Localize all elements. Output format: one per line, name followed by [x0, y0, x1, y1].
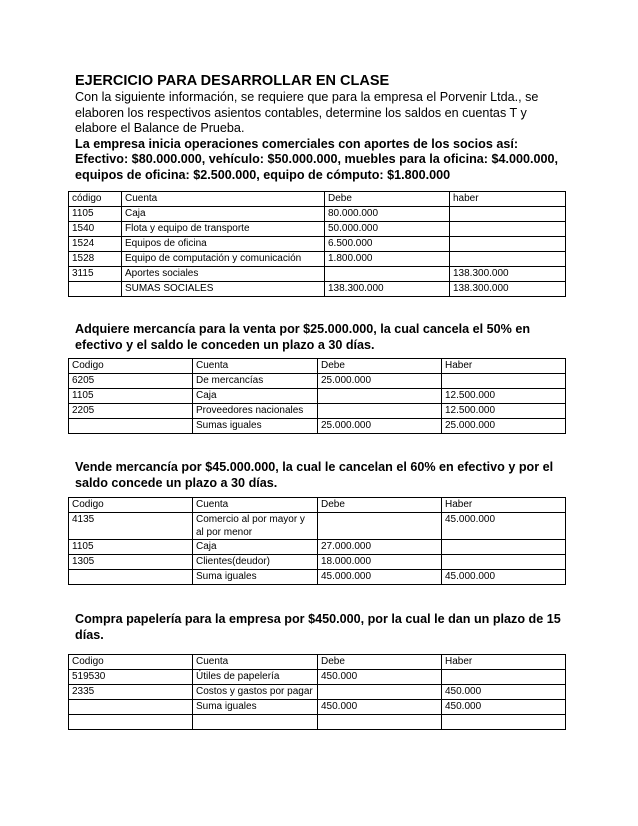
intro-bold-text: La empresa inicia operaciones comerciales con aportes de los socios así: Efectivo: $80.000.000, vehículo: $50.000.000, muebles para la oficina: $4.000.000, equipos de oficina: $2.500.000, equipo de cómputo: $1.800.000	[75, 136, 559, 182]
table-cell: 25.000.000	[318, 419, 442, 434]
table-cell: 1540	[69, 222, 122, 237]
table-cell: 80.000.000	[325, 207, 450, 222]
table-cell: 6205	[69, 374, 193, 389]
table-cell: 1524	[69, 237, 122, 252]
table-cell	[325, 267, 450, 282]
table-cell: 18.000.000	[318, 555, 442, 570]
table-cell: 138.300.000	[450, 282, 566, 297]
table-cell	[318, 685, 442, 700]
table-cell	[450, 222, 566, 237]
table-row	[69, 540, 566, 555]
table-row	[69, 267, 566, 282]
table-cell: 45.000.000	[318, 570, 442, 585]
table-cell: SUMAS SOCIALES	[122, 282, 325, 297]
table-cell: 450.000	[442, 700, 566, 715]
table-cell: 25.000.000	[318, 374, 442, 389]
table-cell: De mercancías	[193, 374, 318, 389]
table-header-cell: Debe	[318, 359, 442, 374]
table-cell	[442, 715, 566, 730]
table-cell	[318, 404, 442, 419]
table-cell: 12.500.000	[442, 404, 566, 419]
table-cell	[318, 513, 442, 540]
table-header-cell: Codigo	[69, 498, 193, 513]
table-cell: 12.500.000	[442, 389, 566, 404]
table-cell: Equipos de oficina	[122, 237, 325, 252]
table-cell: Equipo de computación y comunicación	[122, 252, 325, 267]
table-cell: 27.000.000	[318, 540, 442, 555]
table-aportes	[68, 191, 566, 297]
table-cell: 138.300.000	[450, 267, 566, 282]
table-cell	[69, 700, 193, 715]
table-row	[69, 389, 566, 404]
table-row	[69, 700, 566, 715]
table-cell: 2205	[69, 404, 193, 419]
table-row	[69, 237, 566, 252]
table-row	[69, 207, 566, 222]
table-cell: 1105	[69, 207, 122, 222]
intro-text: Con la siguiente información, se requiere que para la empresa el Porvenir Ltda., se elaboren los respectivos asientos contables, determine los saldos en cuentas T y elabore el Balance de Prueba.	[75, 90, 539, 136]
table-cell: Aportes sociales	[122, 267, 325, 282]
table-header-cell: Cuenta	[193, 498, 318, 513]
table-papeleria	[68, 654, 566, 730]
intro-paragraph	[75, 90, 570, 184]
table-cell	[442, 540, 566, 555]
question-4: Compra papelería para la empresa por $450.000, por la cual le dan un plazo de 15 días.	[75, 612, 561, 642]
table-row	[69, 282, 566, 297]
table-cell	[450, 237, 566, 252]
table-cell: 138.300.000	[325, 282, 450, 297]
table-header-cell: Debe	[325, 192, 450, 207]
table-header-cell: Debe	[318, 498, 442, 513]
table-cell: Comercio al por mayor y al por menor	[193, 513, 318, 540]
table-cell: Suma iguales	[193, 700, 318, 715]
table-header-cell: Cuenta	[193, 655, 318, 670]
table-cell: Caja	[122, 207, 325, 222]
table-header-cell: Codigo	[69, 359, 193, 374]
table-cell: 1528	[69, 252, 122, 267]
table-cell: Costos y gastos por pagar	[193, 685, 318, 700]
table-cell	[318, 389, 442, 404]
table-row	[69, 419, 566, 434]
table-row	[69, 374, 566, 389]
table-cell: Caja	[193, 389, 318, 404]
table-cell	[442, 670, 566, 685]
table-cell: 45.000.000	[442, 513, 566, 540]
table-cell: Suma iguales	[193, 570, 318, 585]
table-cell: 450.000	[442, 685, 566, 700]
table-row	[69, 670, 566, 685]
table-cell: 450.000	[318, 700, 442, 715]
table-cell: 3115	[69, 267, 122, 282]
table-cell: 1.800.000	[325, 252, 450, 267]
table-cell: 4135	[69, 513, 193, 540]
question-2: Adquiere mercancía para la venta por $25.000.000, la cual cancela el 50% en efectivo y el saldo le conceden un plazo a 30 días.	[75, 322, 531, 352]
table-cell	[442, 374, 566, 389]
table-row	[69, 404, 566, 419]
table-cell: 450.000	[318, 670, 442, 685]
table-cell: Sumas iguales	[193, 419, 318, 434]
table-cell	[69, 282, 122, 297]
table-cell: 50.000.000	[325, 222, 450, 237]
table-header-cell: Haber	[442, 498, 566, 513]
table-cell: Proveedores nacionales	[193, 404, 318, 419]
table-header-cell: Debe	[318, 655, 442, 670]
table-cell: 1305	[69, 555, 193, 570]
table-header-cell: Codigo	[69, 655, 193, 670]
table-cell	[193, 715, 318, 730]
table-header-cell: Haber	[442, 655, 566, 670]
table-cell	[69, 715, 193, 730]
table-row	[69, 222, 566, 237]
table-row	[69, 252, 566, 267]
table-header-row	[69, 192, 566, 207]
table-row	[69, 685, 566, 700]
table-row	[69, 715, 566, 730]
table-cell: Útiles de papelería	[193, 670, 318, 685]
table-row	[69, 555, 566, 570]
table-cell: Clientes(deudor)	[193, 555, 318, 570]
table-header-cell: código	[69, 192, 122, 207]
question-3: Vende mercancía por $45.000.000, la cual le cancelan el 60% en efectivo y por el saldo concede un plazo a 30 días.	[75, 460, 554, 490]
table-header-cell: Haber	[442, 359, 566, 374]
table-cell: 1105	[69, 389, 193, 404]
table-row	[69, 570, 566, 585]
table-cell: 519530	[69, 670, 193, 685]
table-row	[69, 513, 566, 540]
table-cell	[442, 555, 566, 570]
page-title: EJERCICIO PARA DESARROLLAR EN CLASE	[75, 73, 390, 89]
table-cell	[318, 715, 442, 730]
table-cell	[450, 207, 566, 222]
table-cell: 25.000.000	[442, 419, 566, 434]
table-cell: 1105	[69, 540, 193, 555]
table-cell: Caja	[193, 540, 318, 555]
table-header-cell: Cuenta	[193, 359, 318, 374]
table-header-cell: Cuenta	[122, 192, 325, 207]
table-header-row	[69, 498, 566, 513]
table-cell: 6.500.000	[325, 237, 450, 252]
table-header-cell: haber	[450, 192, 566, 207]
table-cell: 2335	[69, 685, 193, 700]
table-cell	[450, 252, 566, 267]
table-mercancia-venta	[68, 497, 566, 585]
table-cell	[69, 570, 193, 585]
table-mercancia-compra	[68, 358, 566, 434]
table-cell	[69, 419, 193, 434]
table-header-row	[69, 655, 566, 670]
table-cell: 45.000.000	[442, 570, 566, 585]
table-header-row	[69, 359, 566, 374]
table-cell: Flota y equipo de transporte	[122, 222, 325, 237]
